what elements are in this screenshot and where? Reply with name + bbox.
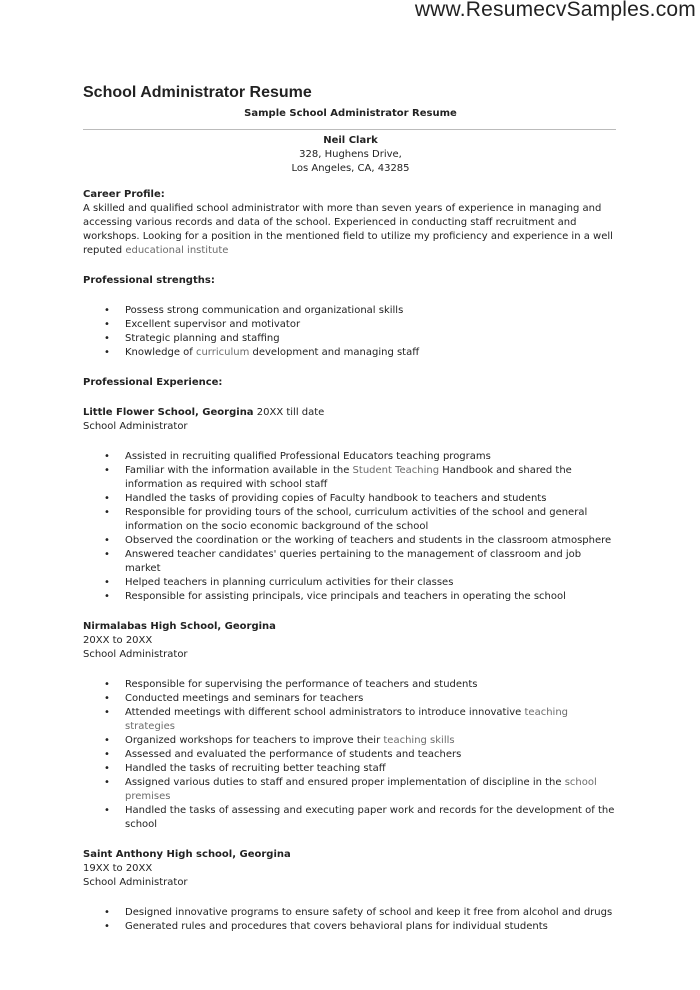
job-organization: Little Flower School, Georgina <box>83 407 254 418</box>
job-org-line <box>83 848 618 862</box>
list-item <box>125 776 618 804</box>
list-item-text: Excellent supervisor and motivator <box>125 319 301 330</box>
jobs-container <box>83 406 618 934</box>
job-role: School Administrator <box>83 421 188 432</box>
list-item-text: Familiar with the information available in the <box>125 465 353 476</box>
list-item <box>125 748 618 762</box>
job-duties-list <box>83 450 618 604</box>
site-watermark: www.ResumecvSamples.com <box>414 0 696 21</box>
list-item <box>125 318 618 332</box>
list-item-text: development and managing staff <box>249 347 420 358</box>
list-item <box>125 304 618 318</box>
list-item-text: Assessed and evaluated the performance of students and teachers <box>125 749 462 760</box>
address-line-1: 328, Hughens Drive, <box>299 149 402 160</box>
job-org-line <box>83 406 618 420</box>
list-item <box>125 706 618 734</box>
list-item-text: Attended meetings with different school administrators to introduce innovative <box>125 707 525 718</box>
list-item <box>125 678 618 692</box>
job-header <box>83 406 618 434</box>
list-item <box>125 762 618 776</box>
page-subtitle: Sample School Administrator Resume <box>244 108 457 119</box>
inline-link[interactable]: teaching strategies <box>125 707 569 732</box>
list-item-text: Responsible for providing tours of the school, curriculum activities of the school and general information on the socio economic background of the school <box>125 507 588 532</box>
list-item <box>125 548 618 576</box>
list-item-text: Conducted meetings and seminars for teachers <box>125 693 364 704</box>
career-profile-text <box>83 202 618 258</box>
career-profile-body: A skilled and qualified school administrator with more than seven years of experience in managing and accessing various records and data of the school. Experienced in conducting staff recruitment and workshops. Looking for a position in the mentioned field to utilize my proficiency and experience in a well reputed <box>83 203 613 256</box>
list-item-text: Responsible for supervising the performance of teachers and students <box>125 679 478 690</box>
list-item-text: Designed innovative programs to ensure safety of school and keep it free from alcohol and drugs <box>125 907 613 918</box>
list-item-text: Responsible for assisting principals, vice principals and teachers in operating the school <box>125 591 566 602</box>
list-item-text: Handled the tasks of providing copies of Faculty handbook to teachers and students <box>125 493 547 504</box>
page-title: School Administrator Resume <box>83 84 312 101</box>
job-organization: Saint Anthony High school, Georgina <box>83 849 291 860</box>
list-item-text: Answered teacher candidates' queries pertaining to the management of classroom and job market <box>125 549 582 574</box>
list-item-text: Strategic planning and staffing <box>125 333 280 344</box>
list-item <box>125 576 618 590</box>
inline-link[interactable]: school premises <box>125 777 597 802</box>
educational-institute-link[interactable]: educational institute <box>125 245 229 256</box>
job-role: School Administrator <box>83 877 188 888</box>
list-item <box>125 464 618 492</box>
contact-block <box>83 134 618 176</box>
list-item-text: Organized workshops for teachers to improve their <box>125 735 384 746</box>
inline-link[interactable]: curriculum <box>195 347 250 358</box>
experience-heading: Professional Experience: <box>83 377 223 388</box>
list-item <box>125 346 618 360</box>
list-item <box>125 534 618 548</box>
list-item-text: Observed the coordination or the working of teachers and students in the classroom atmosphere <box>125 535 612 546</box>
list-item-text: Handbook and shared the information as required with school staff <box>125 465 572 490</box>
address-line-2: Los Angeles, CA, 43285 <box>291 163 410 174</box>
list-item-text: Handled the tasks of assessing and executing paper work and records for the development of the school <box>125 805 615 830</box>
list-item <box>125 506 618 534</box>
strengths-heading: Professional strengths: <box>83 275 215 286</box>
list-item-text: Helped teachers in planning curriculum activities for their classes <box>125 577 454 588</box>
list-item <box>125 332 618 346</box>
list-item-text: Assigned various duties to staff and ensured proper implementation of discipline in the <box>125 777 565 788</box>
strengths-list <box>83 304 618 360</box>
list-item <box>125 692 618 706</box>
resume-page <box>83 83 618 934</box>
list-item <box>125 804 618 832</box>
list-item <box>125 734 618 748</box>
list-item-text: Possess strong communication and organizational skills <box>125 305 404 316</box>
list-item <box>125 590 618 604</box>
job-organization: Nirmalabas High School, Georgina <box>83 621 276 632</box>
list-item <box>125 492 618 506</box>
candidate-name: Neil Clark <box>323 135 378 146</box>
job-header <box>83 620 618 662</box>
title-divider <box>83 129 616 130</box>
job-dates: 20XX to 20XX <box>83 635 153 646</box>
job-org-line <box>83 620 618 634</box>
list-item <box>125 920 618 934</box>
job-role: School Administrator <box>83 649 188 660</box>
job-dates: 19XX to 20XX <box>83 863 153 874</box>
list-item-text: Handled the tasks of recruiting better teaching staff <box>125 763 386 774</box>
inline-link[interactable]: Student Teaching <box>352 465 440 476</box>
list-item <box>125 450 618 464</box>
career-profile-heading: Career Profile: <box>83 189 165 200</box>
job-dates: 20XX till date <box>253 407 325 418</box>
list-item-text: Generated rules and procedures that covers behavioral plans for individual students <box>125 921 548 932</box>
job-duties-list <box>83 906 618 934</box>
job-duties-list <box>83 678 618 832</box>
list-item <box>125 906 618 920</box>
job-header <box>83 848 618 890</box>
list-item-text: Assisted in recruiting qualified Professional Educators teaching programs <box>125 451 491 462</box>
list-item-text: Knowledge of <box>125 347 196 358</box>
inline-link[interactable]: teaching skills <box>383 735 455 746</box>
